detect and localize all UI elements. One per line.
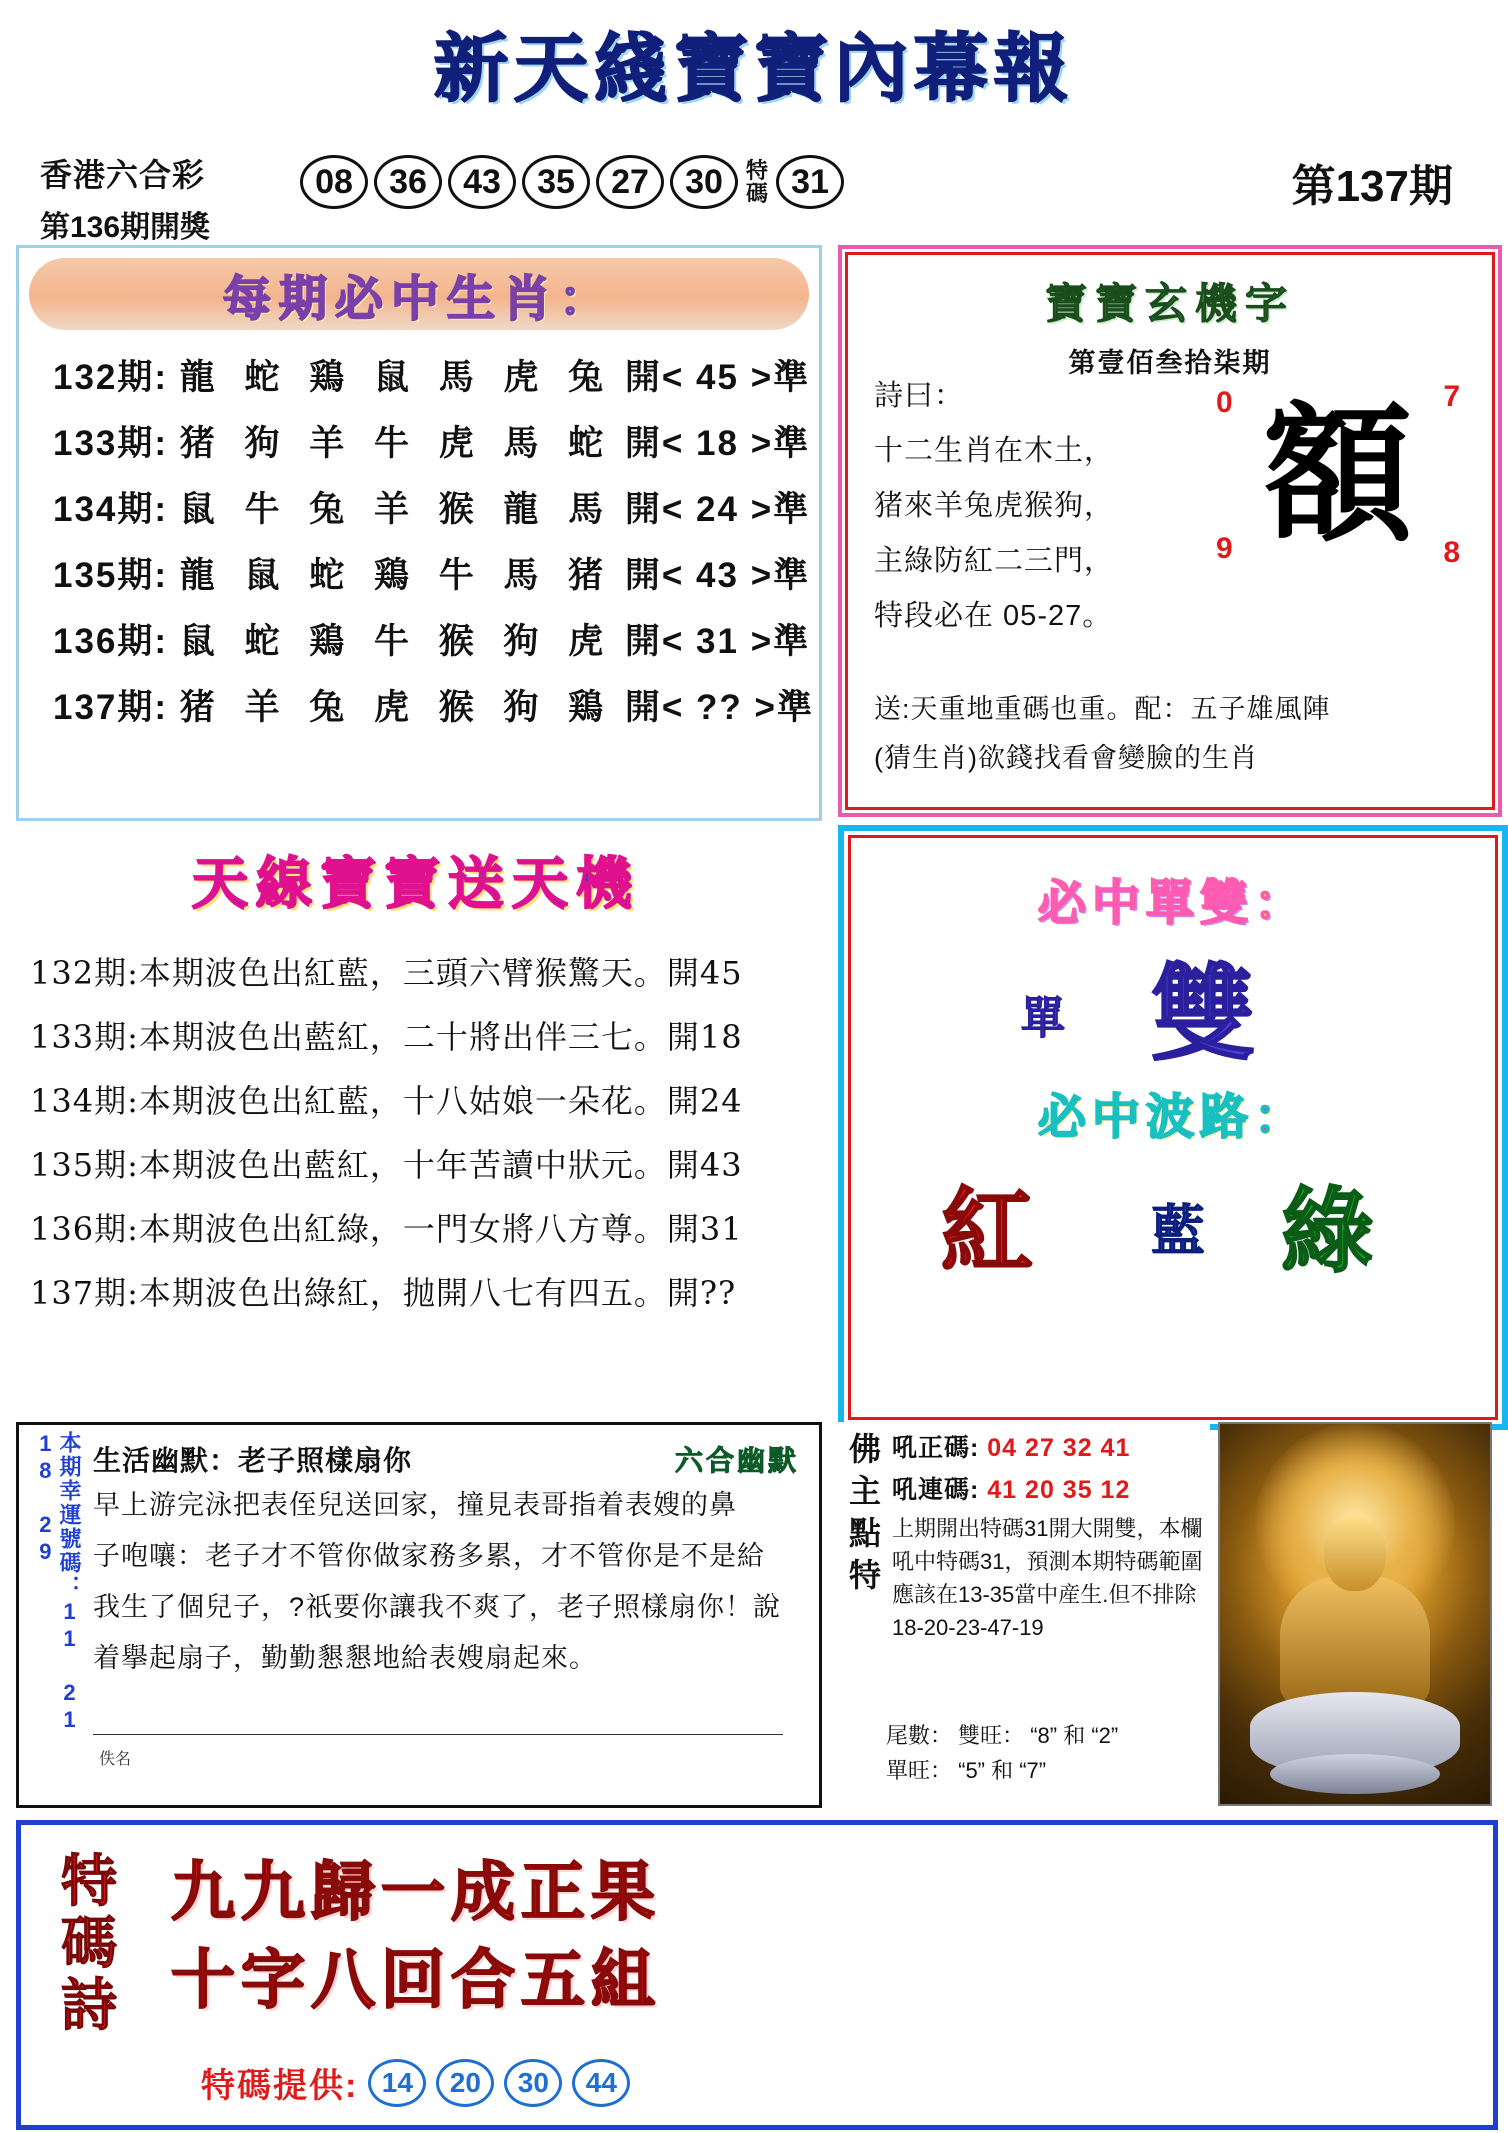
tail-even: 尾數： 雙旺： “8” 和 “2” [886, 1722, 1119, 1748]
row-open: 開< 31 >準 [624, 622, 811, 661]
previous-draw-label: 第136期開獎 [40, 211, 211, 244]
linked-codes-row [892, 1470, 1204, 1506]
row-open: 開< 45 >準 [624, 358, 811, 397]
corner-number-bottom-right: 8 [1443, 536, 1460, 569]
divider [93, 1734, 783, 1735]
panel-odd-even-wave [838, 825, 1508, 1430]
draw-ball: 36 [374, 155, 442, 209]
panel-tianji-rows [16, 948, 816, 1314]
draw-balls [300, 155, 844, 209]
row-open: 開< ?? >準 [624, 688, 814, 727]
poem-line: 猪來羊兔虎猴狗， [874, 490, 1115, 522]
wave-green: 綠 [1281, 1178, 1374, 1285]
special-provide-ball: 14 [368, 2059, 426, 2107]
lottery-info [40, 150, 340, 246]
draw-ball: 27 [596, 155, 664, 209]
table-row [53, 680, 814, 730]
row-zodiacs: 龍 蛇 鶏 鼠 馬 虎 兔 [179, 358, 614, 397]
issue-number: 第137期 [1291, 162, 1453, 211]
row-issue: 136期: [53, 622, 169, 661]
panel-tianji [16, 830, 816, 1415]
wave-blue: 藍 [1151, 1199, 1205, 1262]
linked-codes-label: 吼連碼: [892, 1476, 980, 1504]
special-provide-ball: 30 [504, 2059, 562, 2107]
panel-special-poem-title: 特碼詩 [54, 1851, 117, 2037]
special-provide-ball: 44 [572, 2059, 630, 2107]
odd-even-title: 必中單雙： [1037, 875, 1308, 931]
corner-number-top-right: 7 [1443, 380, 1460, 413]
row-open: 開< 18 >準 [624, 424, 811, 463]
row-open: 開< 43 >準 [624, 556, 811, 595]
panel-buddha-lines [892, 1428, 1204, 1644]
buddha-head [1324, 1515, 1386, 1591]
list-item: 134期:本期波色出紅藍，十八姑娘一朵花。開24 [30, 1082, 743, 1120]
footer-line: 送:天重地重碼也重。配：五子雄風陣 [874, 694, 1331, 724]
row-issue: 137期: [53, 688, 169, 727]
wave-red: 紅 [941, 1178, 1034, 1285]
joke-line: 着擧起扇子，勤勤懇懇地給表嫂扇起來。 [93, 1643, 597, 1673]
wave-values [851, 1158, 1495, 1288]
panel-zodiac-rows [19, 350, 819, 730]
row-issue: 132期: [53, 358, 169, 397]
panel-buddha-title: 佛主點特 [845, 1432, 881, 1600]
tail-odd: 單旺： “5” 和 “7” [886, 1757, 1047, 1783]
masthead [0, 10, 1508, 116]
joke-stamp: 六合幽默 [674, 1445, 799, 1476]
lottery-name: 香港六合彩 [40, 157, 206, 193]
odd-even-values [851, 938, 1495, 1075]
row-open: 開< 24 >準 [624, 490, 811, 529]
buddha-tail [886, 1718, 1118, 1788]
corner-number-top-left: 0 [1216, 386, 1233, 419]
poem-line: 詩曰： [874, 380, 965, 412]
panel-xuanji-inner [845, 252, 1495, 810]
row-zodiacs: 龍 鼠 蛇 鶏 牛 馬 猪 [179, 556, 614, 595]
panel-odd-even-wave-inner [848, 835, 1498, 1420]
row-zodiacs: 鼠 牛 兔 羊 猴 龍 馬 [179, 490, 614, 529]
panel-zodiac-banner [29, 258, 809, 330]
special-provide-row [201, 2058, 630, 2107]
row-zodiacs: 猪 狗 羊 牛 虎 馬 蛇 [179, 424, 614, 463]
footer-line: (猜生肖)欲錢找看會變臉的生肖 [874, 743, 1258, 773]
lucky-numbers-label: 本期幸運號碼：11 21 18 29 [32, 1431, 82, 1734]
linked-codes-numbers: 41 20 35 12 [987, 1476, 1131, 1504]
row-issue: 135期: [53, 556, 169, 595]
panel-zodiac [16, 245, 822, 821]
panel-buddha-tips [830, 1422, 1210, 1802]
special-ball: 31 [776, 155, 844, 209]
poem-line-2: 十字八回合五組 [171, 1944, 661, 2018]
joke-title: 生活幽默：老子照樣扇你 [93, 1445, 413, 1476]
mystery-character: 額 [1262, 387, 1413, 563]
list-item: 135期:本期波色出藍紅，十年苦讀中狀元。開43 [30, 1146, 743, 1184]
main-codes-row [892, 1428, 1204, 1464]
panel-xuanji-poem [874, 373, 1204, 648]
row-zodiacs: 猪 羊 兔 虎 猴 狗 鶏 [179, 688, 614, 727]
panel-xuanji-subtitle: 第壹佰叁拾柒期 [1068, 348, 1272, 378]
draw-ball: 30 [670, 155, 738, 209]
draw-ball: 43 [448, 155, 516, 209]
panel-xuanji-footer [874, 687, 1470, 785]
row-issue: 133期: [53, 424, 169, 463]
list-item: 136期:本期波色出紅綠，一門女將八方尊。開31 [30, 1210, 743, 1248]
even-label: 雙 [1151, 953, 1256, 1075]
buddha-paragraph: 上期開出特碼31開大開雙，本欄吼中特碼31，預測本期特碼範圍應該在13-35當中産生.但不排除18-20-23-47-19 [892, 1516, 1203, 1640]
row-issue: 134期: [53, 490, 169, 529]
list-item: 132期:本期波色出紅藍，三頭六臂猴驚天。開45 [30, 954, 743, 992]
draw-ball: 08 [300, 155, 368, 209]
corner-number-bottom-left: 9 [1216, 532, 1233, 565]
table-row [53, 350, 811, 400]
poem-line: 特段必在 05-27。 [874, 600, 1113, 632]
main-codes-numbers: 04 27 32 41 [987, 1434, 1131, 1462]
special-provide-label: 特碼提供: [201, 2067, 359, 2105]
mystery-character-block [1216, 380, 1460, 570]
special-code-label: 特 碼 [746, 157, 769, 206]
table-row [53, 482, 811, 532]
panel-joke [16, 1422, 822, 1808]
draw-ball: 35 [522, 155, 590, 209]
poem-line: 十二生肖在木土， [874, 435, 1115, 467]
joke-body [93, 1483, 793, 1687]
joke-signature: 佚名 [99, 1751, 132, 1768]
panel-tianji-title: 天線寶寶送天機 [192, 852, 640, 917]
main-codes-label: 吼正碼: [892, 1434, 980, 1462]
wave-title: 必中波路： [1037, 1089, 1308, 1145]
poem-line: 主綠防紅二三門， [874, 545, 1115, 577]
list-item: 137期:本期波色出綠紅，抛開八七有四五。開?? [30, 1274, 737, 1312]
buddha-body [1280, 1576, 1430, 1706]
page-title: 新天綫寶寶內幕報 [434, 26, 1074, 112]
table-row [53, 548, 811, 598]
list-item: 133期:本期波色出藍紅，二十將出伴三七。開18 [30, 1018, 743, 1056]
table-row [53, 614, 811, 664]
lotus-base-lower [1270, 1754, 1440, 1794]
special-provide-ball: 20 [436, 2059, 494, 2107]
panel-xuanji [838, 245, 1502, 817]
row-zodiacs: 鼠 蛇 鶏 牛 猴 狗 虎 [179, 622, 614, 661]
joke-line: 我生了個兒子，?祇要你讓我不爽了，老子照樣扇你！說 [93, 1592, 782, 1622]
panel-xuanji-title: 寶寶玄機字 [1044, 279, 1295, 328]
joke-line: 子咆嚷：老子才不管你做家務多累，才不管你是不是給 [93, 1541, 765, 1571]
table-row [53, 416, 811, 466]
buddha-image [1218, 1422, 1492, 1806]
odd-label: 單 [1021, 994, 1065, 1043]
poem-line-1: 九九歸一成正果 [171, 1856, 661, 1930]
panel-special-poem [16, 1820, 1498, 2130]
panel-zodiac-title: 每期必中生肖： [222, 270, 615, 327]
joke-line: 早上游完泳把表侄兒送回家，撞見表哥指着表嫂的鼻 [93, 1490, 737, 1520]
